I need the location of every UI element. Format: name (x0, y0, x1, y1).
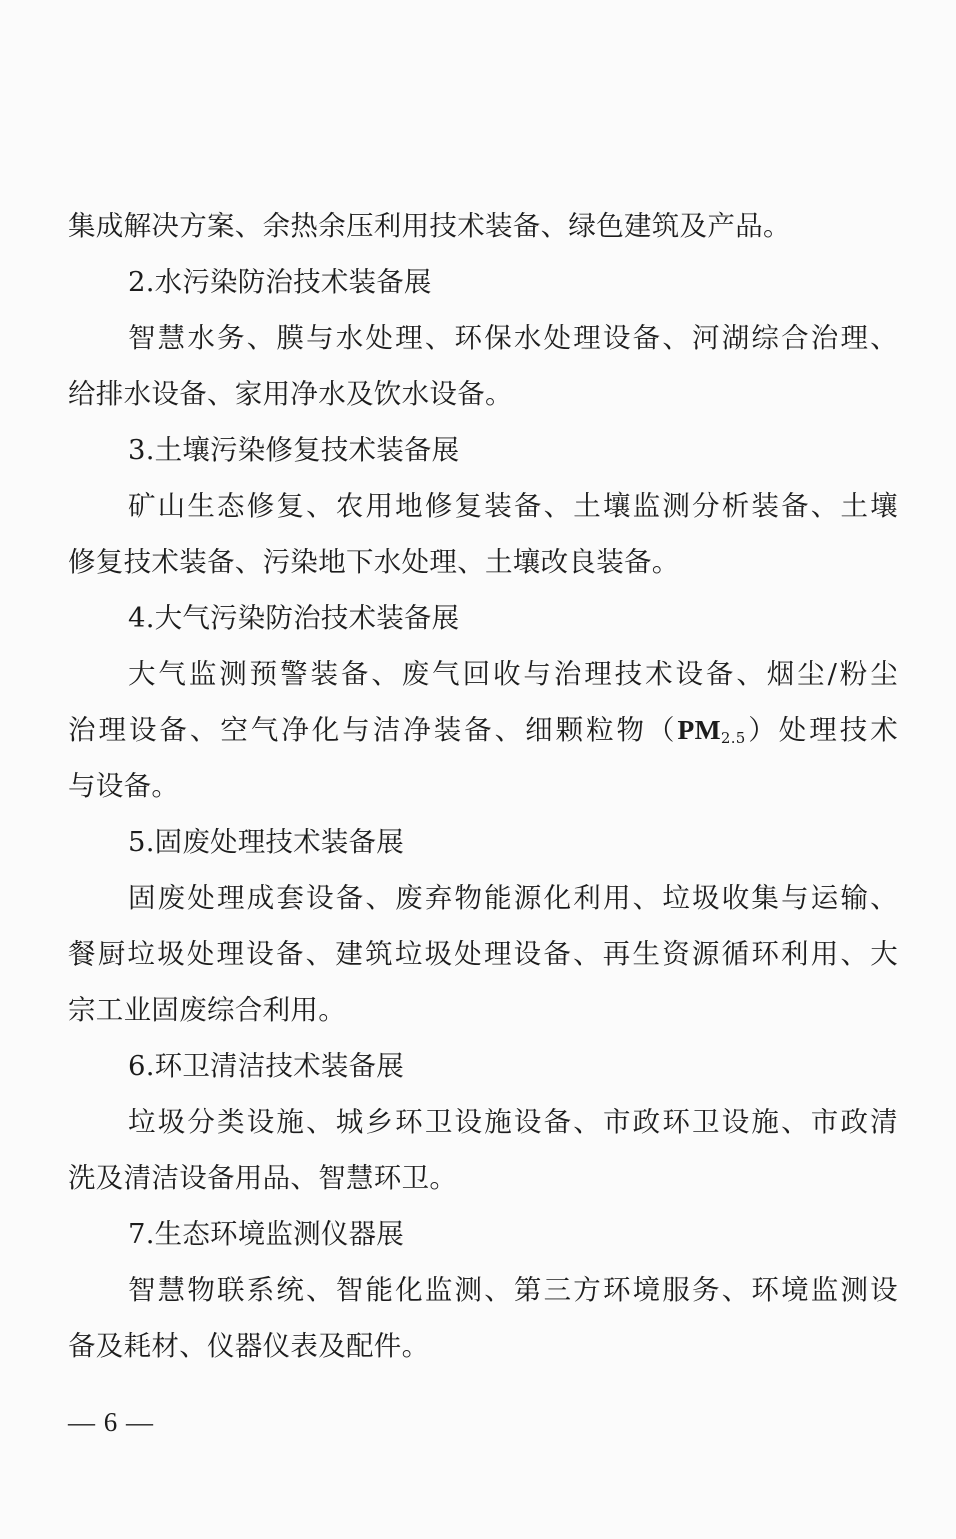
paragraph-line: 固废处理成套设备、废弃物能源化利用、垃圾收集与运输、 (128, 882, 898, 914)
paragraph-line: 与设备。 (68, 770, 180, 802)
paragraph-line: 洗及清洁设备用品、智慧环卫。 (68, 1162, 458, 1194)
paragraph-line: 给排水设备、家用净水及饮水设备。 (68, 378, 513, 410)
paragraph-line: 大气监测预警装备、废气回收与治理技术设备、烟尘/粉尘 (128, 658, 899, 690)
paragraph-line: 修复技术装备、污染地下水处理、土壤改良装备。 (68, 546, 680, 578)
text-segment: ）处理技术 (745, 714, 898, 746)
paragraph-line: 智慧水务、膜与水处理、环保水处理设备、河湖综合治理、 (128, 322, 898, 354)
section-heading-water: 2.水污染防治技术装备展 (128, 266, 432, 298)
paragraph-line: 集成解决方案、余热余压利用技术装备、绿色建筑及产品。 (68, 210, 791, 242)
section-heading-monitoring: 7.生态环境监测仪器展 (128, 1218, 404, 1250)
paragraph-line: 矿山生态修复、农用地修复装备、土壤监测分析装备、土壤 (128, 490, 898, 522)
section-heading-soil: 3.土壤污染修复技术装备展 (128, 434, 460, 466)
paragraph-line-pm25 (68, 710, 898, 750)
paragraph-line: 备及耗材、仪器仪表及配件。 (68, 1330, 430, 1362)
paragraph-line: 餐厨垃圾处理设备、建筑垃圾处理设备、再生资源循环利用、大 (68, 938, 898, 970)
section-heading-solid-waste: 5.固废处理技术装备展 (128, 826, 404, 858)
text-segment: 治理设备、空气净化与洁净装备、细颗粒物（ (68, 714, 678, 746)
paragraph-line: 宗工业固废综合利用。 (68, 994, 346, 1026)
pm-subscript: 2.5 (720, 729, 746, 747)
paragraph-line: 智慧物联系统、智能化监测、第三方环境服务、环境监测设 (128, 1274, 898, 1306)
section-heading-sanitation: 6.环卫清洁技术装备展 (128, 1050, 404, 1082)
section-heading-air: 4.大气污染防治技术装备展 (128, 602, 460, 634)
page-number: — 6 — (68, 1407, 154, 1437)
pm-label: PM (677, 714, 721, 745)
paragraph-line: 垃圾分类设施、城乡环卫设施设备、市政环卫设施、市政清 (128, 1106, 898, 1138)
